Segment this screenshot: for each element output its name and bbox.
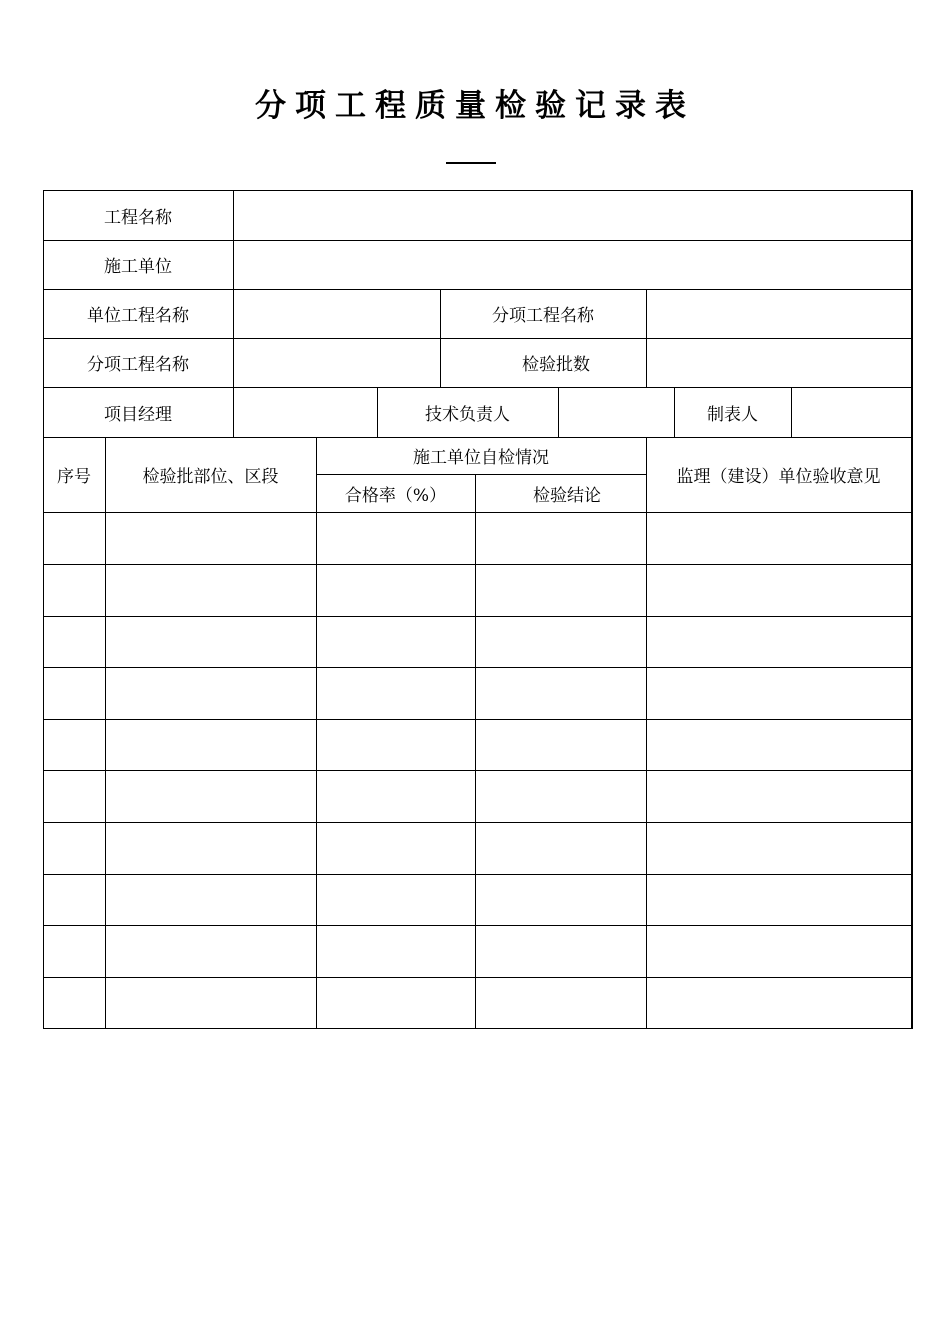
cell-location[interactable] bbox=[106, 926, 316, 977]
cell-no[interactable] bbox=[44, 978, 105, 1028]
batch-count-field[interactable] bbox=[647, 339, 911, 387]
cell-conclusion[interactable] bbox=[476, 668, 646, 719]
sub-project-field-2[interactable] bbox=[234, 339, 440, 387]
preparer-field[interactable] bbox=[792, 388, 911, 437]
cell-no[interactable] bbox=[44, 565, 105, 616]
cell-pass-rate[interactable] bbox=[317, 668, 475, 719]
sub-project-label-1: 分项工程名称 bbox=[492, 306, 594, 326]
manager-label: 项目经理 bbox=[104, 404, 172, 425]
cell-opinion[interactable] bbox=[647, 720, 911, 770]
cell-opinion[interactable] bbox=[647, 617, 911, 667]
cell-conclusion[interactable] bbox=[476, 978, 646, 1028]
cell-no[interactable] bbox=[44, 617, 105, 667]
cell-location[interactable] bbox=[106, 823, 316, 874]
cell-pass-rate[interactable] bbox=[317, 875, 475, 925]
cell-location[interactable] bbox=[106, 565, 316, 616]
cell-no[interactable] bbox=[44, 823, 105, 874]
sub-project-field-1[interactable] bbox=[647, 290, 911, 338]
cell-location[interactable] bbox=[106, 513, 316, 564]
contractor-field[interactable] bbox=[234, 241, 911, 289]
cell-location[interactable] bbox=[106, 875, 316, 925]
cell-opinion[interactable] bbox=[647, 978, 911, 1028]
cell-conclusion[interactable] bbox=[476, 617, 646, 667]
cell-conclusion[interactable] bbox=[476, 875, 646, 925]
column-header-self-check: 施工单位自检情况 bbox=[413, 448, 549, 468]
cell-conclusion[interactable] bbox=[476, 926, 646, 977]
cell-opinion[interactable] bbox=[647, 771, 911, 822]
column-header-pass-rate: 合格率（%） bbox=[344, 485, 447, 506]
cell-opinion[interactable] bbox=[647, 513, 911, 564]
cell-pass-rate[interactable] bbox=[317, 720, 475, 770]
cell-no[interactable] bbox=[44, 720, 105, 770]
project-name-field[interactable] bbox=[234, 191, 911, 240]
cell-conclusion[interactable] bbox=[476, 565, 646, 616]
cell-conclusion[interactable] bbox=[476, 720, 646, 770]
page-title: 分项工程质量检验记录表 bbox=[255, 88, 695, 124]
batch-count-label: 检验批数 bbox=[522, 355, 590, 375]
tech-lead-field[interactable] bbox=[559, 388, 674, 437]
cell-location[interactable] bbox=[106, 617, 316, 667]
cell-no[interactable] bbox=[44, 513, 105, 564]
cell-no[interactable] bbox=[44, 875, 105, 925]
cell-location[interactable] bbox=[106, 771, 316, 822]
cell-location[interactable] bbox=[106, 720, 316, 770]
cell-opinion[interactable] bbox=[647, 823, 911, 874]
manager-field[interactable] bbox=[234, 388, 377, 437]
tech-lead-label: 技术负责人 bbox=[425, 404, 510, 425]
unit-project-label: 单位工程名称 bbox=[87, 306, 189, 326]
cell-pass-rate[interactable] bbox=[317, 771, 475, 822]
cell-pass-rate[interactable] bbox=[317, 565, 475, 616]
preparer-label: 制表人 bbox=[707, 404, 758, 425]
cell-pass-rate[interactable] bbox=[317, 513, 475, 564]
unit-project-field[interactable] bbox=[234, 290, 440, 338]
cell-location[interactable] bbox=[106, 668, 316, 719]
grid-line bbox=[911, 190, 913, 1029]
contractor-label: 施工单位 bbox=[104, 257, 172, 277]
cell-pass-rate[interactable] bbox=[317, 978, 475, 1028]
cell-conclusion[interactable] bbox=[476, 823, 646, 874]
cell-pass-rate[interactable] bbox=[317, 926, 475, 977]
cell-location[interactable] bbox=[106, 978, 316, 1028]
column-header-location: 检验批部位、区段 bbox=[142, 467, 279, 487]
cell-opinion[interactable] bbox=[647, 926, 911, 977]
cell-opinion[interactable] bbox=[647, 668, 911, 719]
cell-no[interactable] bbox=[44, 926, 105, 977]
column-header-no: 序号 bbox=[57, 467, 91, 487]
cell-pass-rate[interactable] bbox=[317, 617, 475, 667]
column-header-conclusion: 检验结论 bbox=[533, 485, 601, 506]
cell-conclusion[interactable] bbox=[476, 513, 646, 564]
cell-no[interactable] bbox=[44, 668, 105, 719]
cell-no[interactable] bbox=[44, 771, 105, 822]
cell-opinion[interactable] bbox=[647, 875, 911, 925]
cell-opinion[interactable] bbox=[647, 565, 911, 616]
grid-line bbox=[43, 1028, 913, 1029]
column-header-supervisor-opinion: 监理（建设）单位验收意见 bbox=[676, 467, 881, 487]
cell-pass-rate[interactable] bbox=[317, 823, 475, 874]
cell-conclusion[interactable] bbox=[476, 771, 646, 822]
project-name-label: 工程名称 bbox=[104, 207, 172, 228]
sub-project-label-2: 分项工程名称 bbox=[87, 355, 189, 375]
